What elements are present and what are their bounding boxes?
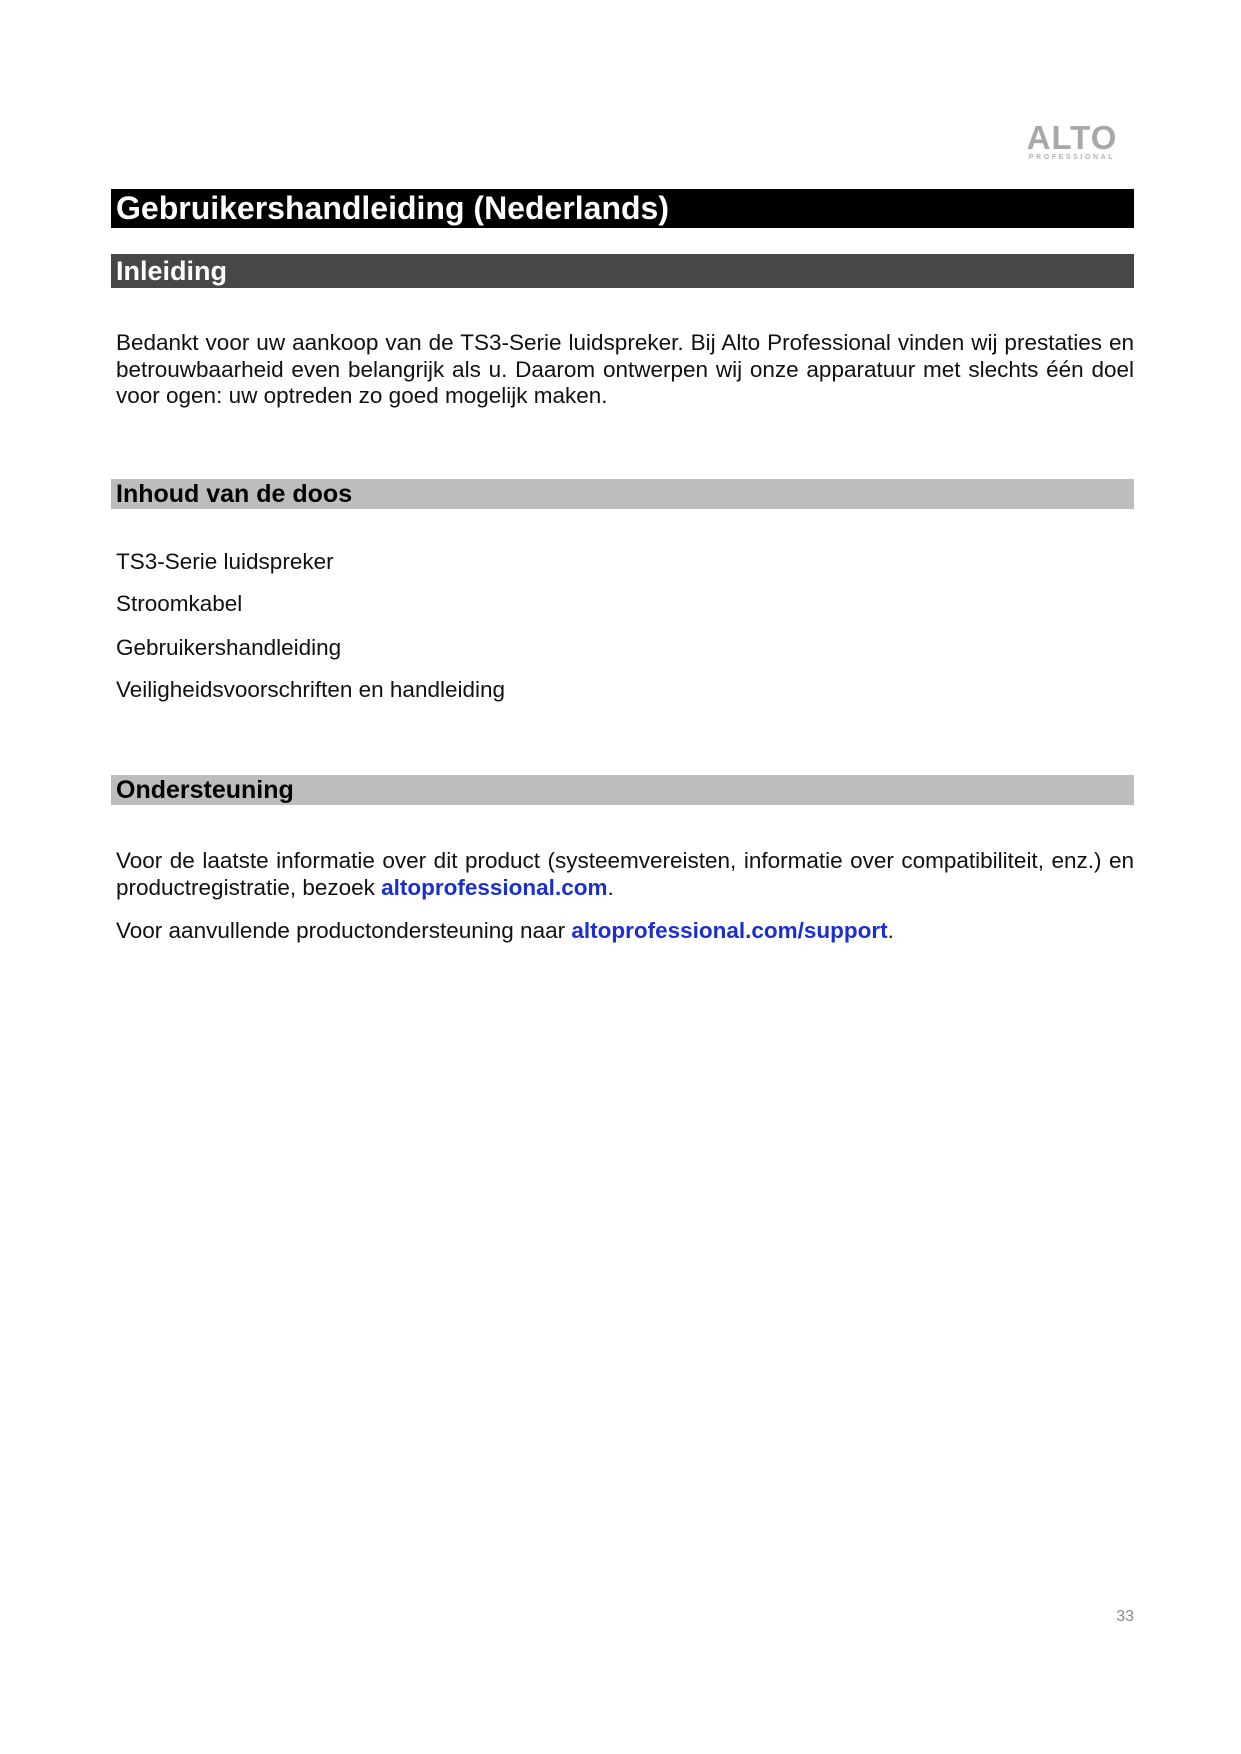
page-title: Gebruikershandleiding (Nederlands) [111, 189, 1134, 228]
section-heading-inleiding: Inleiding [111, 254, 1134, 288]
box-item-safety-manual: Veiligheidsvoorschriften en handleiding [116, 677, 506, 702]
box-item-speaker: TS3-Serie luidspreker [116, 549, 334, 574]
support-extra-text: Voor aanvullende productondersteuning naar [116, 918, 572, 943]
section-heading-inhoud: Inhoud van de doos [111, 479, 1134, 509]
support-link-paragraph [116, 918, 1134, 945]
logo-tagline: PROFESSIONAL [1028, 154, 1116, 161]
support-text: Voor de laatste informatie over dit product (systeemvereisten, informatie over compatibiliteit, enz.) en productregistratie, bezoek [116, 848, 1134, 900]
alto-professional-logo [1013, 119, 1131, 163]
website-link[interactable]: altoprofessional.com [381, 874, 608, 900]
support-extra-period: . [887, 918, 894, 943]
box-item-power-cable: Stroomkabel [116, 591, 243, 616]
intro-paragraph: Bedankt voor uw aankoop van de TS3-Serie luidspreker. Bij Alto Professional vinden wij prestaties en betrouwbaarheid even belangrijk als u. Daarom ontwerpen wij onze apparatuur met slechts één doel voor ogen: uw optreden zo goed mogelijk maken. [116, 330, 1134, 408]
page-number: 33 [1116, 1608, 1134, 1625]
logo-wordmark: ALTO [1026, 119, 1118, 156]
box-item-user-guide: Gebruikershandleiding [116, 635, 342, 660]
support-paragraph [116, 848, 1134, 901]
section-heading-ondersteuning: Ondersteuning [111, 775, 1134, 805]
support-link[interactable]: altoprofessional.com/support [571, 918, 888, 943]
support-period: . [607, 874, 614, 900]
